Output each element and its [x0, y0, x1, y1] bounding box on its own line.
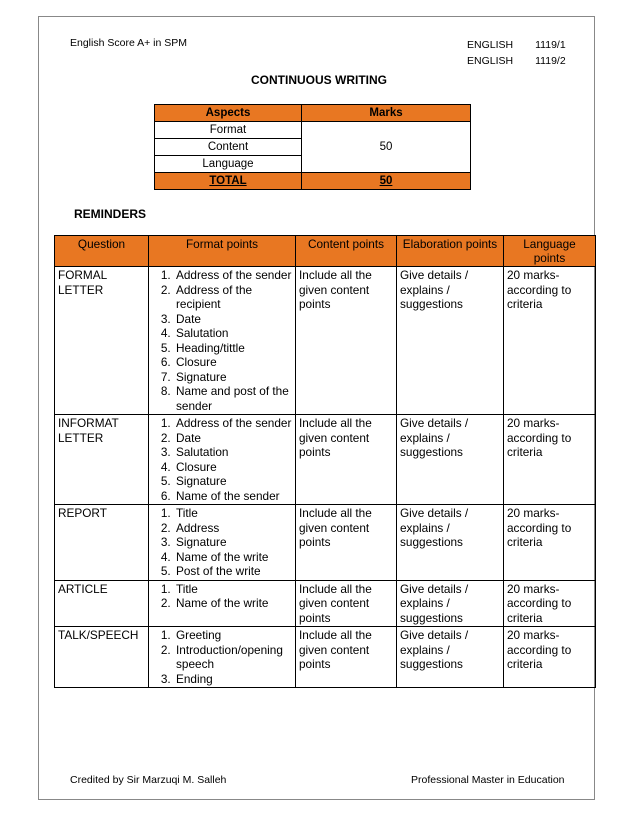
list-item: 6. Name of the sender: [174, 489, 292, 504]
language-points-cell: 20 marks-according to criteria: [504, 580, 596, 627]
list-item: 4. Closure: [174, 460, 292, 475]
elaboration-points-cell: Give details / explains / suggestions: [397, 267, 504, 415]
aspect-cell: Format: [155, 122, 302, 139]
reminders-table: [54, 235, 596, 688]
list-item: 2. Date: [174, 431, 292, 446]
question-cell: TALK/SPEECH: [55, 627, 149, 688]
list-item: 7. Signature: [174, 370, 292, 385]
page-title: CONTINUOUS WRITING: [251, 73, 387, 87]
format-points-list: [152, 416, 292, 503]
marks-total-row: [155, 173, 471, 190]
reminders-header-row: [55, 236, 596, 267]
format-points-list: [152, 268, 292, 413]
format-points-cell: [149, 267, 296, 415]
format-points-cell: [149, 505, 296, 581]
col-language-points: Language points: [504, 236, 596, 267]
table-row: [55, 415, 596, 505]
format-points-list: [152, 506, 292, 579]
header-left: English Score A+ in SPM: [70, 37, 188, 49]
reminders-heading: REMINDERS: [74, 207, 147, 221]
aspect-cell: Content: [155, 139, 302, 156]
list-item: 5. Signature: [174, 474, 292, 489]
header-subject: ENGLISH: [467, 55, 514, 67]
elaboration-points-cell: Give details / explains / suggestions: [397, 505, 504, 581]
list-item: 1. Greeting: [174, 628, 292, 643]
list-item: 2. Address of the recipient: [174, 283, 292, 312]
col-marks: Marks: [302, 105, 471, 122]
elaboration-points-cell: Give details / explains / suggestions: [397, 627, 504, 688]
list-item: 4. Salutation: [174, 326, 292, 341]
table-row: [55, 627, 596, 688]
format-points-cell: [149, 627, 296, 688]
table-row: [55, 580, 596, 627]
header-code: 1119/1: [535, 39, 566, 51]
language-points-cell: 20 marks-according to criteria: [504, 627, 596, 688]
footer-right: Professional Master in Education: [411, 774, 565, 786]
list-item: 8. Name and post of the sender: [174, 384, 292, 413]
elaboration-points-cell: Give details / explains / suggestions: [397, 415, 504, 505]
col-content-points: Content points: [296, 236, 397, 267]
list-item: 5. Heading/tittle: [174, 341, 292, 356]
language-points-cell: 20 marks-according to criteria: [504, 267, 596, 415]
header-line-2: [467, 53, 566, 69]
footer-left: Credited by Sir Marzuqi M. Salleh: [70, 774, 227, 786]
table-row: [55, 505, 596, 581]
language-points-cell: 20 marks-according to criteria: [504, 415, 596, 505]
total-label: TOTAL: [155, 173, 302, 190]
question-cell: FORMAL LETTER: [55, 267, 149, 415]
list-item: 2. Address: [174, 521, 292, 536]
list-item: 6. Closure: [174, 355, 292, 370]
header-subject: ENGLISH: [467, 39, 514, 51]
format-points-cell: [149, 580, 296, 627]
list-item: 1. Title: [174, 506, 292, 521]
format-points-list: [152, 582, 292, 611]
list-item: 2. Name of the write: [174, 596, 292, 611]
elaboration-points-cell: Give details / explains / suggestions: [397, 580, 504, 627]
col-elaboration-points: Elaboration points: [397, 236, 504, 267]
question-cell: INFORMAT LETTER: [55, 415, 149, 505]
marks-header-row: [155, 105, 471, 122]
content-points-cell: Include all the given content points: [296, 627, 397, 688]
list-item: 1. Address of the sender: [174, 268, 292, 283]
col-format-points: Format points: [149, 236, 296, 267]
marks-row: [155, 122, 471, 139]
marks-table: [154, 104, 471, 190]
list-item: 1. Address of the sender: [174, 416, 292, 431]
list-item: 3. Salutation: [174, 445, 292, 460]
format-points-list: [152, 628, 292, 686]
question-cell: REPORT: [55, 505, 149, 581]
list-item: 1. Title: [174, 582, 292, 597]
format-points-cell: [149, 415, 296, 505]
table-row: [55, 267, 596, 415]
col-question: Question: [55, 236, 149, 267]
content-points-cell: Include all the given content points: [296, 580, 397, 627]
content-points-cell: Include all the given content points: [296, 267, 397, 415]
list-item: 3. Ending: [174, 672, 292, 687]
header-code: 1119/2: [535, 55, 566, 67]
content-points-cell: Include all the given content points: [296, 415, 397, 505]
col-aspects: Aspects: [155, 105, 302, 122]
language-points-cell: 20 marks-according to criteria: [504, 505, 596, 581]
list-item: 2. Introduction/opening speech: [174, 643, 292, 672]
content-points-cell: Include all the given content points: [296, 505, 397, 581]
aspect-cell: Language: [155, 156, 302, 173]
header-line-1: [467, 37, 566, 53]
list-item: 4. Name of the write: [174, 550, 292, 565]
marks-value-cell: 50: [302, 122, 471, 173]
question-cell: ARTICLE: [55, 580, 149, 627]
header-right: [467, 37, 566, 69]
list-item: 3. Date: [174, 312, 292, 327]
list-item: 5. Post of the write: [174, 564, 292, 579]
total-value: 50: [302, 173, 471, 190]
list-item: 3. Signature: [174, 535, 292, 550]
